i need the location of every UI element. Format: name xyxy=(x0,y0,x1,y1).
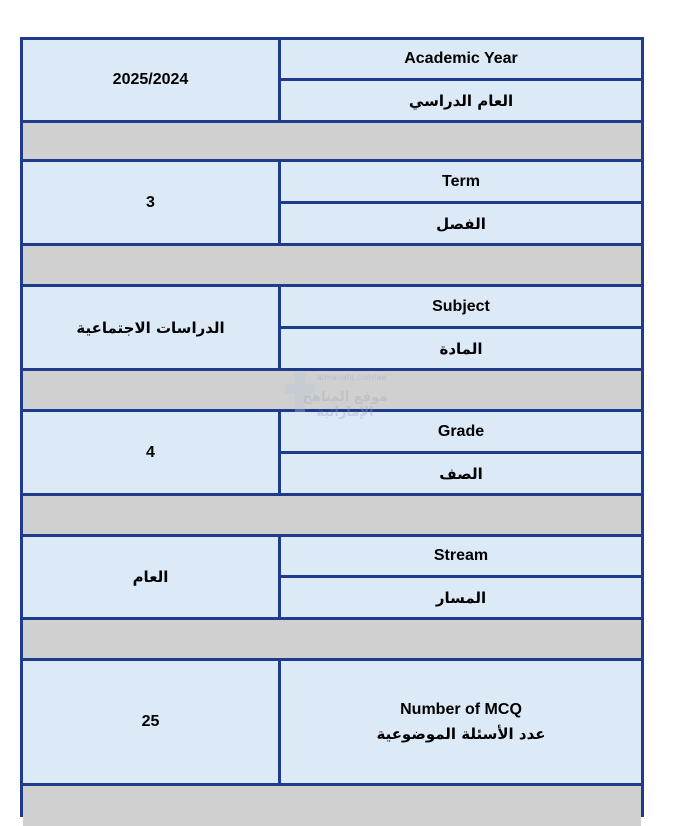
separator-row xyxy=(23,123,641,159)
separator-row xyxy=(23,786,641,826)
grade-label-ar: الصف xyxy=(281,454,641,493)
stream-label-en: Stream xyxy=(281,537,641,575)
grade-value: 4 xyxy=(23,412,278,493)
subject-label-ar: المادة xyxy=(281,329,641,368)
subject-value: الدراسات الاجتماعية xyxy=(23,287,278,368)
separator-row xyxy=(23,496,641,534)
separator-row xyxy=(23,246,641,284)
term-label-ar: الفصل xyxy=(281,204,641,243)
mcq-value: 25 xyxy=(23,661,278,783)
mcq-label xyxy=(281,661,641,783)
academic-year-label-ar: العام الدراسي xyxy=(281,81,641,120)
academic-year-label-en: Academic Year xyxy=(281,40,641,78)
subject-label-en: Subject xyxy=(281,287,641,326)
separator-row xyxy=(23,620,641,658)
stream-label-ar: المسار xyxy=(281,578,641,617)
stream-value: العام xyxy=(23,537,278,617)
watermark-url: almanahj.com/ae xyxy=(317,373,387,382)
watermark-name: موقع المناهج الإماراتية xyxy=(302,390,388,420)
term-label-en: Term xyxy=(281,162,641,201)
academic-year-value: 2025/2024 xyxy=(23,40,278,120)
mcq-label-en: Number of MCQ xyxy=(400,701,522,718)
mcq-label-ar: عدد الأسئلة الموضوعية xyxy=(376,725,546,743)
term-value: 3 xyxy=(23,162,278,243)
grade-label-en: Grade xyxy=(281,412,641,451)
separator-row xyxy=(23,371,641,409)
info-table xyxy=(20,37,644,817)
